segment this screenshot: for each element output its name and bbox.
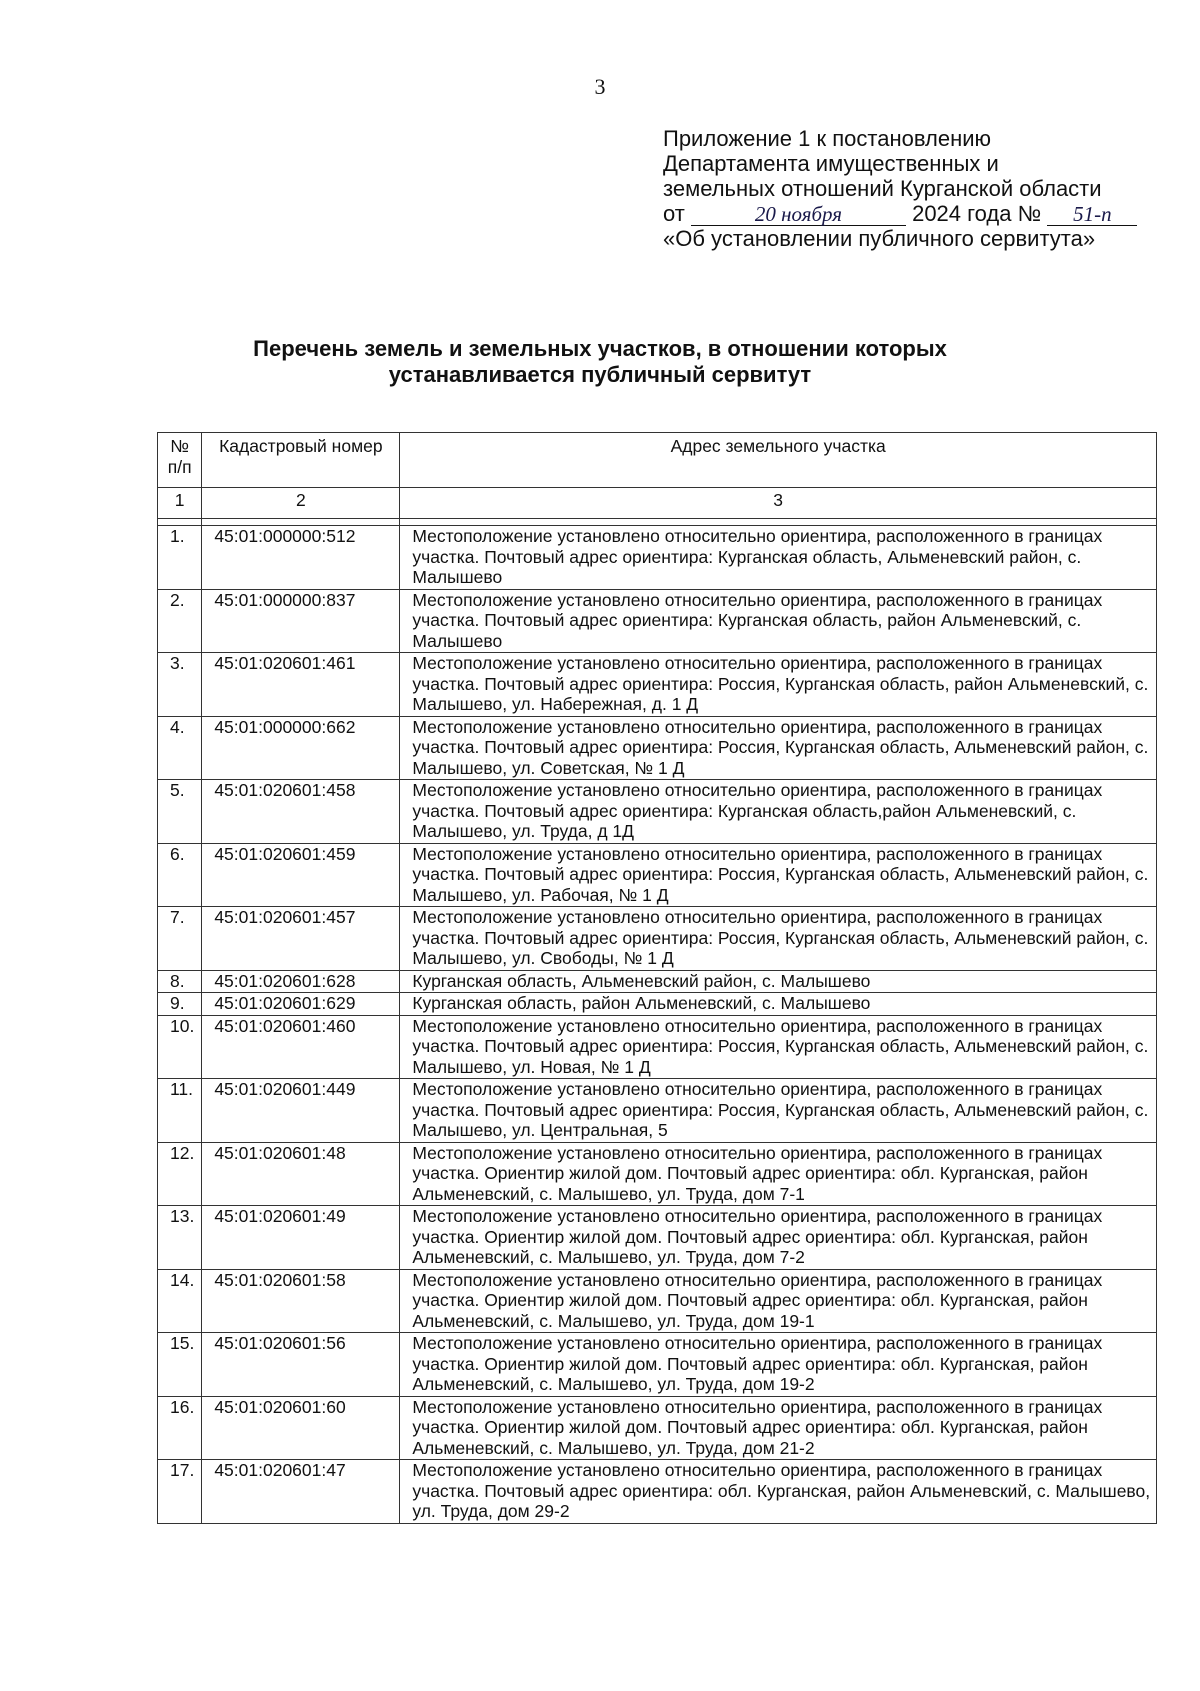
document-title-line-2: устанавливается публичный сервитут [388,362,812,387]
plot-address: Местоположение установлено относительно ориентира, расположенного в границах участка. Ориентир жилой дом. Почтовый адрес ориентира: обл. Курганская, район Альменевский, с. Малышево, ул. Труда, дом 19-2 [400,1333,1157,1397]
date-prefix: от [663,201,685,226]
row-number: 11. [158,1079,202,1143]
plot-address: Местоположение установлено относительно ориентира, расположенного в границах участка. Почтовый адрес ориентира: Курганская область, Альменевский район, с. Малышево [400,526,1157,590]
row-number: 8. [158,970,202,993]
row-number: 17. [158,1460,202,1524]
column-index: 2 [202,488,400,519]
cadastral-number: 45:01:020601:60 [202,1396,400,1460]
row-number: 3. [158,653,202,717]
plot-address: Местоположение установлено относительно ориентира, расположенного в границах участка. Почтовый адрес ориентира: Россия, Курганская область, Альменевский район, с. Малышево, ул. Рабочая, № 1 Д [400,843,1157,907]
table-row [158,1142,1157,1206]
cadastral-number: 45:01:020601:629 [202,993,400,1016]
cadastral-number: 45:01:020601:458 [202,780,400,844]
cadastral-number: 45:01:000000:512 [202,526,400,590]
table-body [158,526,1157,1524]
table-row [158,1396,1157,1460]
handwritten-date: 20 ноября [691,203,906,226]
row-number: 5. [158,780,202,844]
column-index: 1 [158,488,202,519]
table-row [158,1206,1157,1270]
row-number: 6. [158,843,202,907]
handwritten-number: 51-п [1047,203,1137,226]
row-number: 16. [158,1396,202,1460]
header-cadastral: Кадастровый номер [202,433,400,488]
cadastral-number: 45:01:020601:449 [202,1079,400,1143]
plot-address: Местоположение установлено относительно ориентира, расположенного в границах участка. Почтовый адрес ориентира: обл. Курганская, район Альменевский, с. Малышево, ул. Труда, дом 29-2 [400,1460,1157,1524]
plot-address: Местоположение установлено относительно ориентира, расположенного в границах участка. Ориентир жилой дом. Почтовый адрес ориентира: обл. Курганская, район Альменевский, с. Малышево, ул. Труда, дом 7-1 [400,1142,1157,1206]
table-row [158,843,1157,907]
row-number: 1. [158,526,202,590]
column-index-row [158,488,1157,519]
table-row [158,653,1157,717]
table-row [158,1015,1157,1079]
plot-address: Курганская область, район Альменевский, с. Малышево [400,993,1157,1016]
table-row [158,970,1157,993]
row-number: 15. [158,1333,202,1397]
plot-address: Местоположение установлено относительно ориентира, расположенного в границах участка. Почтовый адрес ориентира: Курганская область,район Альменевский, с. Малышево, ул. Труда, д 1Д [400,780,1157,844]
table-row [158,907,1157,971]
document-title [0,336,1200,388]
plot-address: Местоположение установлено относительно ориентира, расположенного в границах участка. Почтовый адрес ориентира: Курганская область, район Альменевский, с. Малышево [400,589,1157,653]
row-number: 9. [158,993,202,1016]
header-address: Адрес земельного участка [400,433,1157,488]
cadastral-number: 45:01:020601:48 [202,1142,400,1206]
table-row [158,1460,1157,1524]
table-row [158,1079,1157,1143]
appendix-header [663,126,1183,251]
cadastral-number: 45:01:020601:628 [202,970,400,993]
table-row [158,993,1157,1016]
cadastral-number: 45:01:000000:837 [202,589,400,653]
row-number: 4. [158,716,202,780]
table-header-row [158,433,1157,488]
land-plots-table [157,432,1157,1524]
page-number: 3 [594,74,606,99]
cadastral-number: 45:01:020601:56 [202,1333,400,1397]
plot-address: Местоположение установлено относительно ориентира, расположенного в границах участка. Почтовый адрес ориентира: Россия, Курганская область, район Альменевский, с. Малышево, ул. Набережная, д. 1 Д [400,653,1157,717]
plot-address: Курганская область, Альменевский район, с. Малышево [400,970,1157,993]
cadastral-number: 45:01:020601:460 [202,1015,400,1079]
table-row [158,1333,1157,1397]
row-number: 12. [158,1142,202,1206]
plot-address: Местоположение установлено относительно ориентира, расположенного в границах участка. Почтовый адрес ориентира: Россия, Курганская область, Альменевский район, с. Малышево, ул. Новая, № 1 Д [400,1015,1157,1079]
plot-address: Местоположение установлено относительно ориентира, расположенного в границах участка. Ориентир жилой дом. Почтовый адрес ориентира: обл. Курганская, район Альменевский, с. Малышево, ул. Труда, дом 7-2 [400,1206,1157,1270]
cadastral-number: 45:01:020601:459 [202,843,400,907]
header-number: № п/п [158,433,202,488]
appendix-line-2: Департамента имущественных и [663,151,999,176]
row-number: 14. [158,1269,202,1333]
table-gap [158,519,1157,526]
cadastral-number: 45:01:020601:58 [202,1269,400,1333]
row-number: 10. [158,1015,202,1079]
plot-address: Местоположение установлено относительно ориентира, расположенного в границах участка. Ориентир жилой дом. Почтовый адрес ориентира: обл. Курганская, район Альменевский, с. Малышево, ул. Труда, дом 19-1 [400,1269,1157,1333]
table-row [158,1269,1157,1333]
row-number: 2. [158,589,202,653]
plot-address: Местоположение установлено относительно ориентира, расположенного в границах участка. Ориентир жилой дом. Почтовый адрес ориентира: обл. Курганская, район Альменевский, с. Малышево, ул. Труда, дом 21-2 [400,1396,1157,1460]
document-title-line-1: Перечень земель и земельных участков, в отношении которых [253,336,947,361]
appendix-subject: «Об установлении публичного сервитута» [663,226,1096,251]
cadastral-number: 45:01:020601:457 [202,907,400,971]
cadastral-number: 45:01:000000:662 [202,716,400,780]
appendix-line-1: Приложение 1 к постановлению [663,126,992,151]
plot-address: Местоположение установлено относительно ориентира, расположенного в границах участка. Почтовый адрес ориентира: Россия, Курганская область, Альменевский район, с. Малышево, ул. Центральная, 5 [400,1079,1157,1143]
table-row [158,716,1157,780]
cadastral-number: 45:01:020601:461 [202,653,400,717]
plot-address: Местоположение установлено относительно ориентира, расположенного в границах участка. Почтовый адрес ориентира: Россия, Курганская область, Альменевский район, с. Малышево, ул. Советская, № 1 Д [400,716,1157,780]
column-index: 3 [400,488,1157,519]
cadastral-number: 45:01:020601:47 [202,1460,400,1524]
table-row [158,589,1157,653]
cadastral-number: 45:01:020601:49 [202,1206,400,1270]
appendix-date-line [663,201,1183,226]
table-row [158,780,1157,844]
row-number: 13. [158,1206,202,1270]
year-label: 2024 года № [912,201,1042,226]
plot-address: Местоположение установлено относительно ориентира, расположенного в границах участка. Почтовый адрес ориентира: Россия, Курганская область, Альменевский район, с. Малышево, ул. Свободы, № 1 Д [400,907,1157,971]
appendix-line-3: земельных отношений Курганской области [663,176,1102,201]
row-number: 7. [158,907,202,971]
table-row [158,526,1157,590]
